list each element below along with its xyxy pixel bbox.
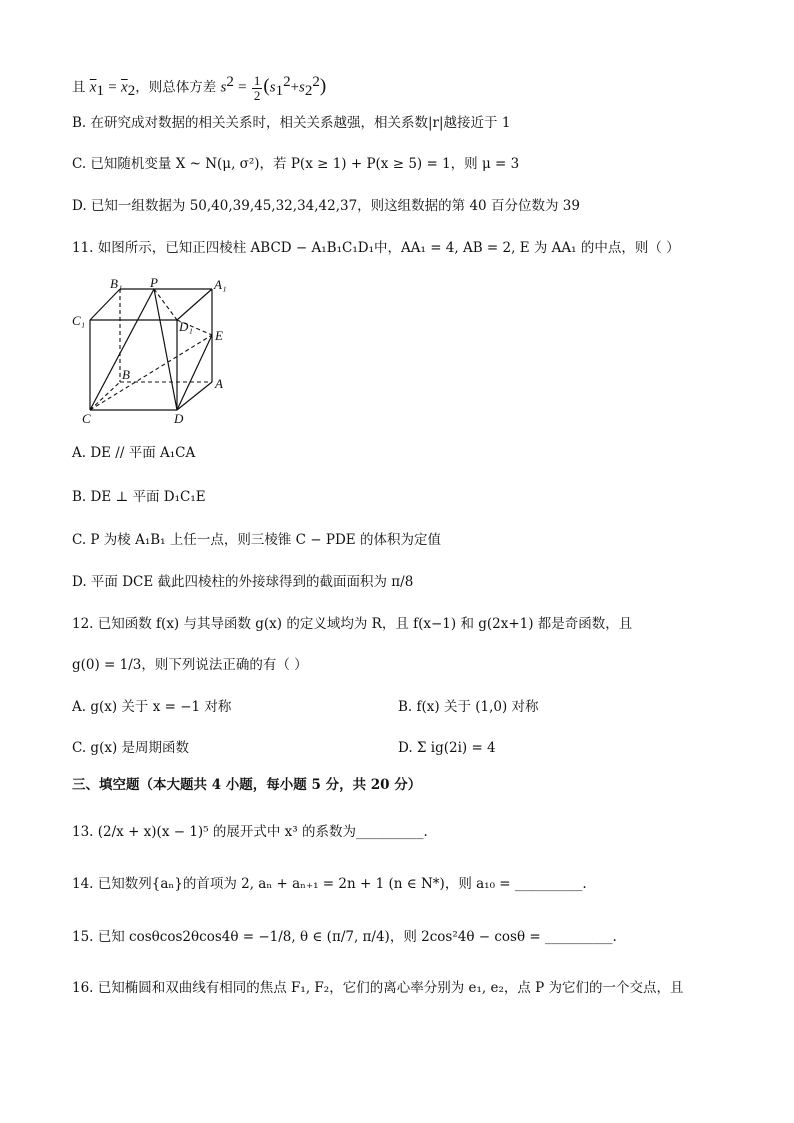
- prism-diagram: [72, 275, 242, 425]
- label-C1: C₁: [72, 313, 86, 328]
- q11-option-b: B. DE ⊥ 平面 D₁C₁E: [72, 489, 206, 505]
- q12-option-a: A. g(x) 关于 x = −1 对称: [72, 699, 232, 715]
- label-D1: D₁: [179, 319, 193, 334]
- q11-option-d: D. 平面 DCE 截此四棱柱的外接球得到的截面面积为 π/8: [72, 574, 414, 590]
- q13: 13. (2/x + x)(x − 1)⁵ 的展开式中 x³ 的系数为__________.: [72, 824, 428, 840]
- q11-option-a: A. DE // 平面 A₁CA: [72, 445, 196, 461]
- q12-option-b: B. f(x) 关于 (1,0) 对称: [398, 699, 539, 715]
- label-A1: A₁: [214, 277, 227, 292]
- q12-option-c: C. g(x) 是周期函数: [72, 740, 190, 756]
- label-P: P: [150, 275, 158, 290]
- q10-line-a: 且 $\overline{x}_1 = \overline{x}_2$，则总体方差 $s^2$ = $\frac{1}{2}$ $(s_1^2+s_2^2)$: [72, 72, 327, 103]
- section3-heading: 三、填空题（本大题共 4 小题，每小题 5 分，共 20 分）: [72, 777, 422, 793]
- label-B1: B₁: [110, 276, 123, 291]
- q10-option-b: B. 在研究成对数据的相关关系时，相关关系越强，相关系数|r|越接近于 1: [72, 115, 511, 131]
- q10-option-d: D. 已知一组数据为 50,40,39,45,32,34,42,37，则这组数据的第 40 百分位数为 39: [72, 198, 580, 214]
- q14: 14. 已知数列{aₙ}的首项为 2, aₙ + aₙ₊₁ = 2n + 1 (n ∈ N*)，则 a₁₀ = __________.: [72, 876, 587, 892]
- q11-option-c: C. P 为棱 A₁B₁ 上任一点，则三棱锥 C − PDE 的体积为定值: [72, 532, 441, 548]
- label-D: D: [174, 411, 184, 425]
- q12-stem-2: g(0) = 1/3，则下列说法正确的有（ ）: [72, 657, 308, 673]
- q10-option-c: C. 已知随机变量 X ~ N(μ, σ²)，若 P(x ≥ 1) + P(x ≥ 5) = 1，则 μ = 3: [72, 156, 520, 172]
- label-E: E: [215, 328, 223, 343]
- label-A: A: [215, 376, 223, 391]
- q12-option-d: D. Σ ig(2i) = 4: [398, 740, 496, 756]
- label-C: C: [82, 411, 91, 425]
- q15: 15. 已知 cosθcos2θcos4θ = −1/8, θ ∈ (π/7, π/4)，则 2cos²4θ − cosθ = __________.: [72, 929, 617, 945]
- q11-stem: 11. 如图所示，已知正四棱柱 ABCD − A₁B₁C₁D₁中，AA₁ = 4, AB = 2, E 为 AA₁ 的中点，则（ ）: [72, 240, 680, 256]
- prism-figure: [72, 275, 242, 429]
- label-B: B: [122, 367, 130, 382]
- q12-stem-1: 12. 已知函数 f(x) 与其导函数 g(x) 的定义域均为 R，且 f(x−1) 和 g(2x+1) 都是奇函数，且: [72, 616, 633, 632]
- q16: 16. 已知椭圆和双曲线有相同的焦点 F₁, F₂，它们的离心率分别为 e₁, e₂，点 P 为它们的一个交点，且: [72, 980, 684, 996]
